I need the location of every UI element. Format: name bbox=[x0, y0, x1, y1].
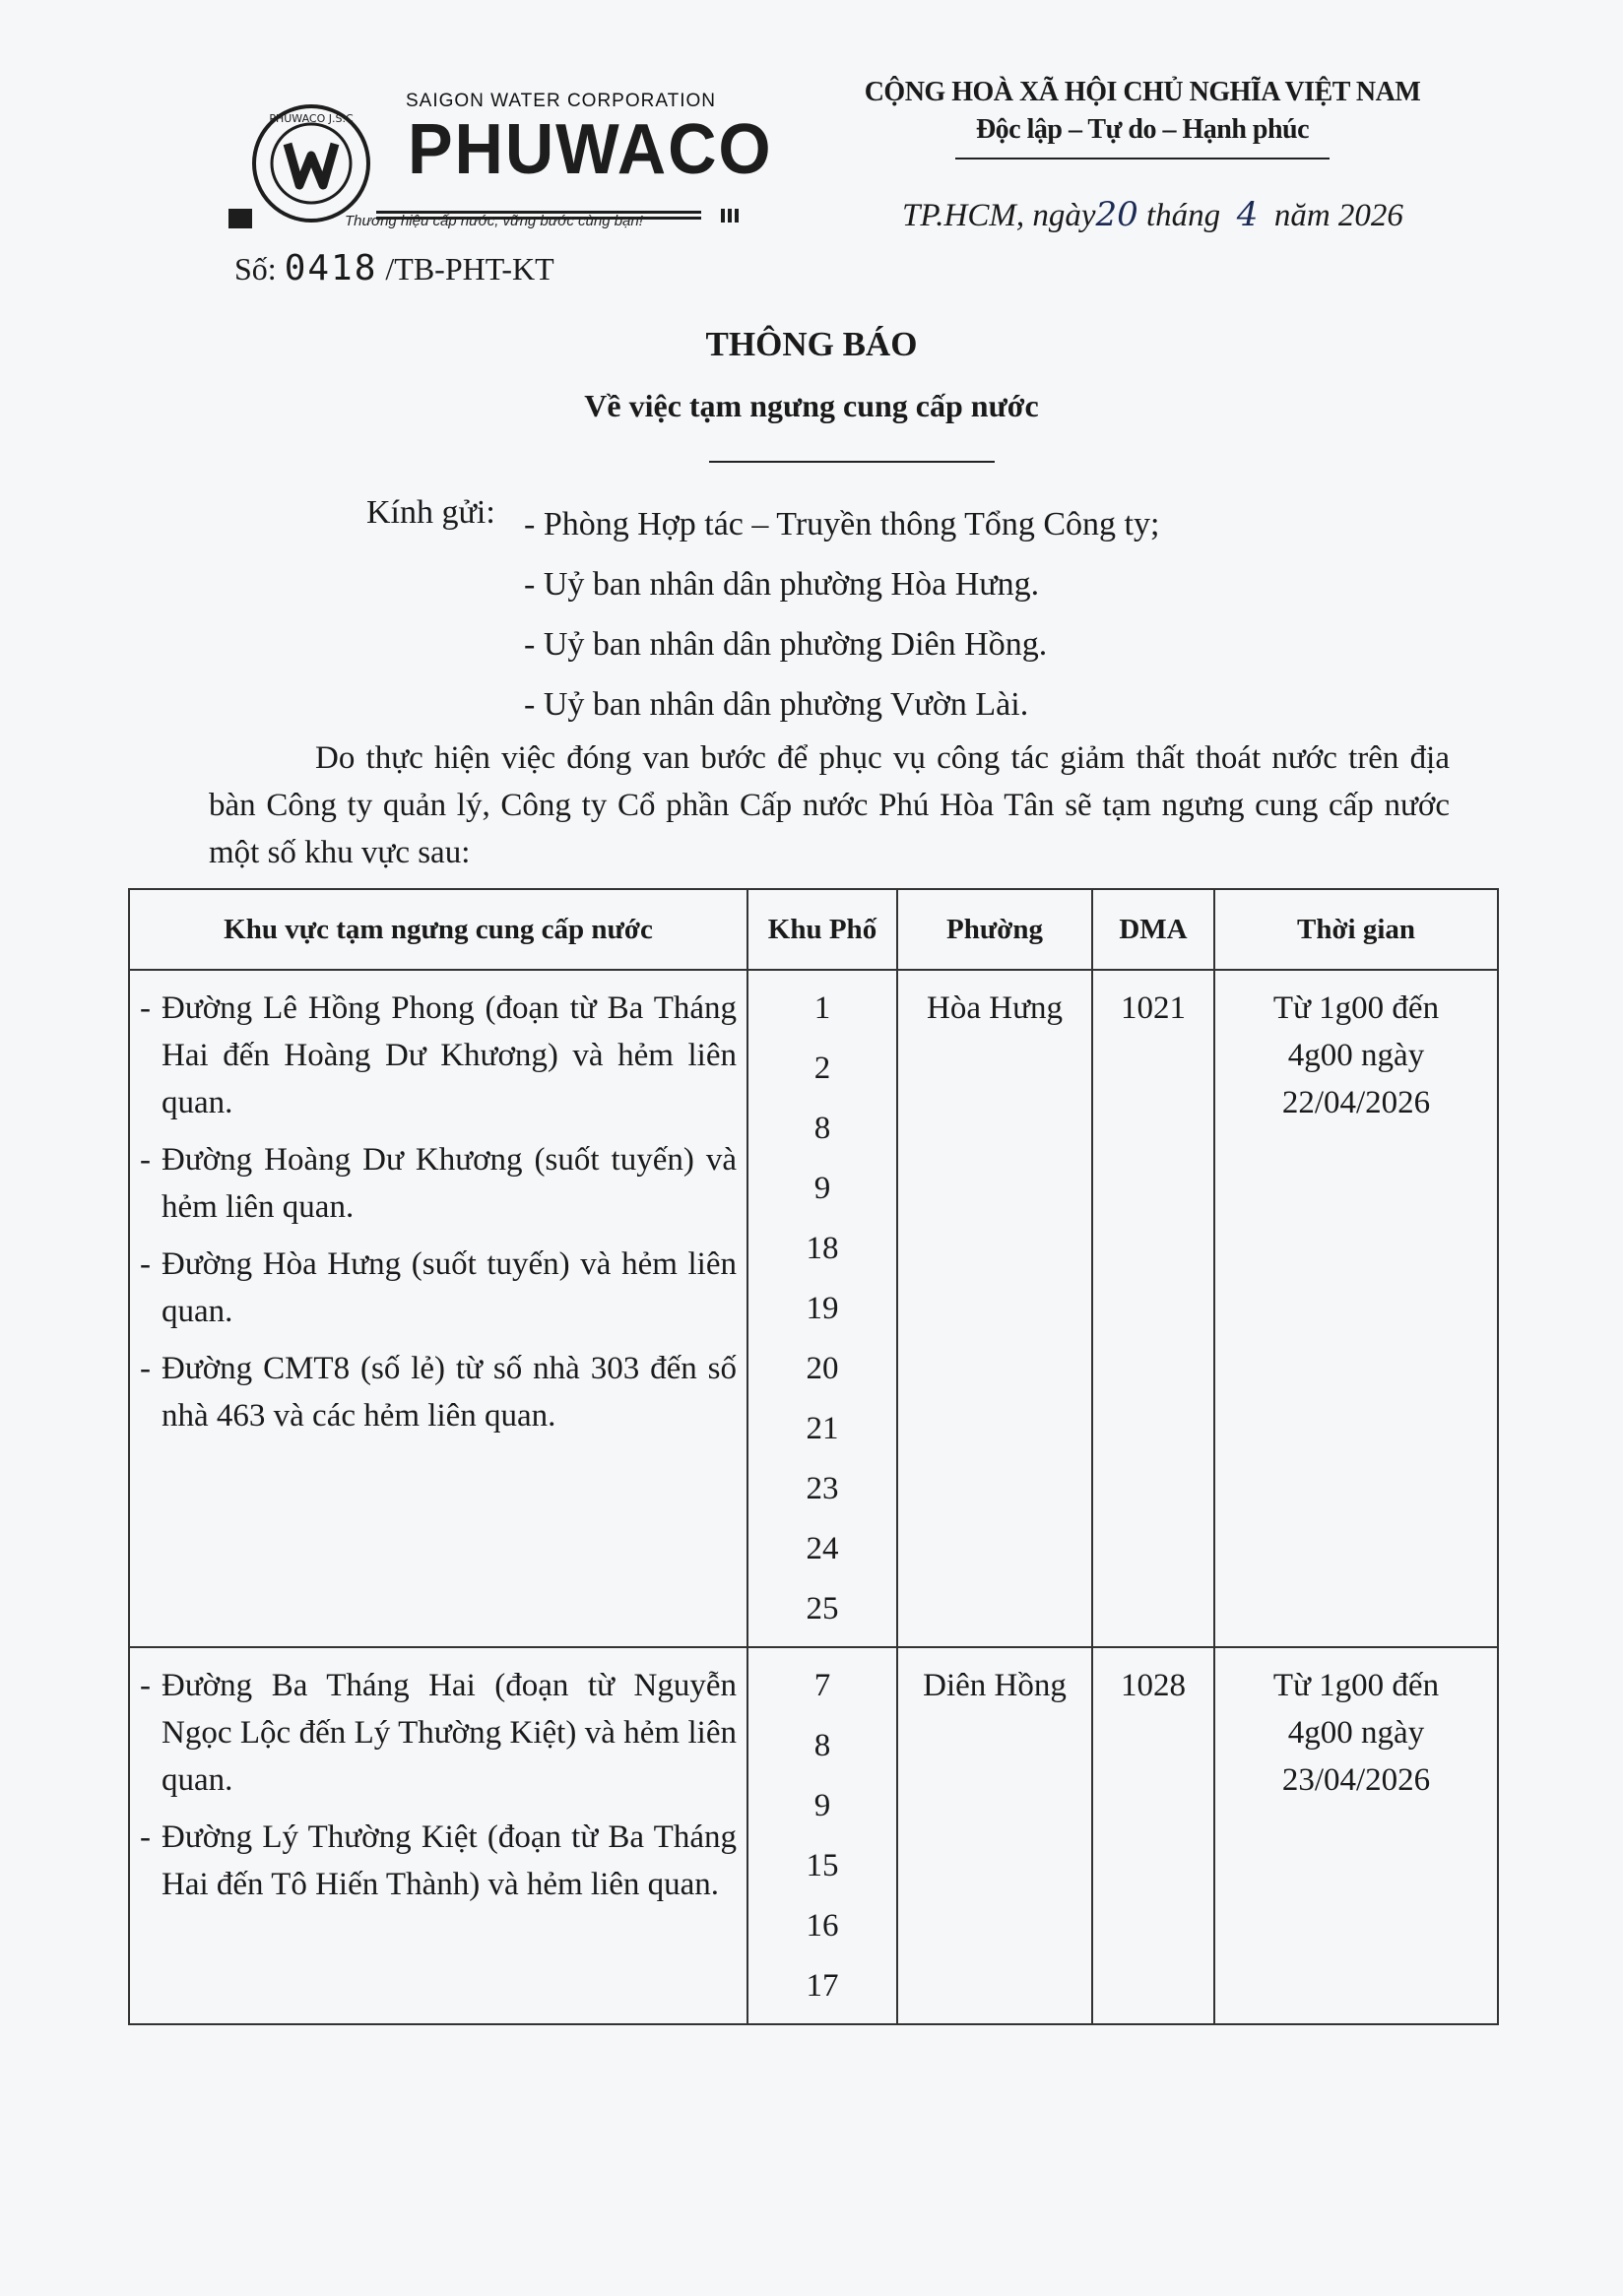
khu-pho-number: 2 bbox=[813, 1051, 831, 1086]
area-text: Đường CMT8 (số lẻ) từ số nhà 303 đến số nhà 463 và các hẻm liên quan. bbox=[162, 1351, 737, 1434]
area-item: - Đường Hòa Hưng (suốt tuyến) và hẻm liên quan. bbox=[140, 1241, 737, 1335]
motto-underline bbox=[955, 158, 1330, 159]
header-time: Thời gian bbox=[1214, 889, 1498, 970]
area-item: - Đường Hoàng Dư Khương (suốt tuyến) và hẻm liên quan. bbox=[140, 1136, 737, 1231]
area-text: Đường Ba Tháng Hai (đoạn từ Nguyễn Ngọc Lộc đến Lý Thường Kiệt) và hẻm liên quan. bbox=[162, 1668, 737, 1798]
seal-text: PHUWACO J.S.C bbox=[269, 112, 354, 125]
doc-number-prefix: Số: bbox=[234, 251, 277, 287]
time-cell: Từ 1g00 đến 4g00 ngày 23/04/2026 bbox=[1214, 1647, 1498, 2024]
area-cell bbox=[129, 970, 747, 1647]
area-item: - Đường CMT8 (số lẻ) từ số nhà 303 đến số nhà 463 và các hẻm liên quan. bbox=[140, 1345, 737, 1439]
place-date bbox=[902, 195, 1403, 234]
doc-number-suffix: /TB-PHT-KT bbox=[385, 251, 554, 287]
dma-cell: 1028 bbox=[1092, 1647, 1214, 2024]
header-area: Khu vực tạm ngưng cung cấp nước bbox=[129, 889, 747, 970]
year-label: năm 2026 bbox=[1273, 198, 1403, 233]
company-tagline: Thương hiệu cấp nước, vững bước cùng bạn! bbox=[345, 213, 643, 229]
place-label: TP.HCM, ngày bbox=[902, 198, 1096, 233]
country-name: CỘNG HOÀ XÃ HỘI CHỦ NGHĨA VIỆT NAM bbox=[864, 77, 1421, 107]
header-khu-pho: Khu Phố bbox=[747, 889, 897, 970]
national-header bbox=[827, 77, 1458, 159]
suspension-table bbox=[128, 888, 1497, 2025]
month-label: tháng bbox=[1146, 198, 1221, 233]
area-item: - Đường Lê Hồng Phong (đoạn từ Ba Tháng Hai đến Hoàng Dư Khương) và hẻm liên quan. bbox=[140, 985, 737, 1126]
company-seal-icon bbox=[248, 100, 374, 226]
ward-cell: Diên Hồng bbox=[897, 1647, 1092, 2024]
notice-subtitle: Về việc tạm ngưng cung cấp nước bbox=[584, 388, 1039, 423]
doc-number-value: 0418 bbox=[284, 248, 378, 288]
khu-pho-number: 19 bbox=[806, 1291, 839, 1326]
company-logo bbox=[228, 91, 773, 238]
khu-pho-number: 23 bbox=[806, 1471, 839, 1506]
document-number bbox=[234, 248, 554, 288]
national-motto: Độc lập – Tự do – Hạnh phúc bbox=[975, 114, 1310, 145]
khu-pho-number: 25 bbox=[806, 1591, 839, 1626]
notice-title: THÔNG BÁO bbox=[705, 325, 918, 363]
header-ward: Phường bbox=[897, 889, 1092, 970]
khu-pho-number: 8 bbox=[813, 1111, 831, 1146]
khu-pho-number: 18 bbox=[806, 1231, 839, 1266]
area-text: Đường Hoàng Dư Khương (suốt tuyến) và hẻm liên quan. bbox=[162, 1142, 737, 1225]
khu-pho-number: 9 bbox=[813, 1788, 831, 1823]
area-cell bbox=[129, 1647, 747, 2024]
title-underline bbox=[709, 461, 995, 463]
khu-pho-number: 24 bbox=[806, 1531, 839, 1566]
header-dma: DMA bbox=[1092, 889, 1214, 970]
area-text: Đường Lý Thường Kiệt (đoạn từ Ba Tháng Hai đến Tô Hiến Thành) và hẻm liên quan. bbox=[162, 1819, 737, 1902]
intro-paragraph: Do thực hiện việc đóng van bước để phục vụ công tác giảm thất thoát nước trên địa bàn Công ty quản lý, Công ty Cổ phần Cấp nước Phú Hòa Tân sẽ tạm ngưng cung cấp nước một số khu vực sau: bbox=[209, 740, 1450, 870]
area-item: - Đường Ba Tháng Hai (đoạn từ Nguyễn Ngọc Lộc đến Lý Thường Kiệt) và hẻm liên quan. bbox=[140, 1662, 737, 1804]
khu-pho-number: 9 bbox=[813, 1171, 831, 1206]
khu-pho-number: 15 bbox=[806, 1848, 839, 1883]
khu-pho-number: 7 bbox=[813, 1668, 831, 1703]
khu-pho-number: 16 bbox=[806, 1908, 839, 1944]
handwritten-day: 20 bbox=[1095, 195, 1138, 234]
table-header-row bbox=[129, 889, 1498, 970]
table-row bbox=[129, 970, 1498, 1647]
ward-cell: Hòa Hưng bbox=[897, 970, 1092, 1647]
recipients-label: Kính gửi: bbox=[366, 494, 495, 531]
khu-pho-number: 8 bbox=[813, 1728, 831, 1763]
khu-pho-number: 1 bbox=[813, 990, 831, 1026]
area-text: Đường Hòa Hưng (suốt tuyến) và hẻm liên quan. bbox=[162, 1246, 737, 1329]
suspension-table-grid bbox=[128, 888, 1499, 2025]
handwritten-month: 4 bbox=[1236, 195, 1259, 234]
dma-cell: 1021 bbox=[1092, 970, 1214, 1647]
khu-pho-cell bbox=[747, 1647, 897, 2024]
area-item: - Đường Lý Thường Kiệt (đoạn từ Ba Tháng Hai đến Tô Hiến Thành) và hẻm liên quan. bbox=[140, 1814, 737, 1908]
time-cell: Từ 1g00 đến 4g00 ngày 22/04/2026 bbox=[1214, 970, 1498, 1647]
corporation-name: SAIGON WATER CORPORATION bbox=[406, 91, 716, 111]
recipient-item: - Uỷ ban nhân dân phường Diên Hồng. bbox=[524, 626, 1048, 663]
khu-pho-cell bbox=[747, 970, 897, 1647]
khu-pho-number: 20 bbox=[806, 1351, 839, 1386]
recipient-item: - Uỷ ban nhân dân phường Vườn Lài. bbox=[524, 686, 1029, 723]
table-row bbox=[129, 1647, 1498, 2024]
recipients-list bbox=[524, 494, 1159, 734]
brand-name: PHUWACO bbox=[408, 110, 773, 189]
recipient-item: - Uỷ ban nhân dân phường Hòa Hưng. bbox=[524, 566, 1040, 603]
khu-pho-number: 17 bbox=[806, 1968, 839, 2004]
recipient-item: - Phòng Hợp tác – Truyền thông Tổng Công ty; bbox=[524, 506, 1160, 542]
area-text: Đường Lê Hồng Phong (đoạn từ Ba Tháng Hai đến Hoàng Dư Khương) và hẻm liên quan. bbox=[162, 990, 737, 1120]
khu-pho-number: 21 bbox=[806, 1411, 839, 1446]
